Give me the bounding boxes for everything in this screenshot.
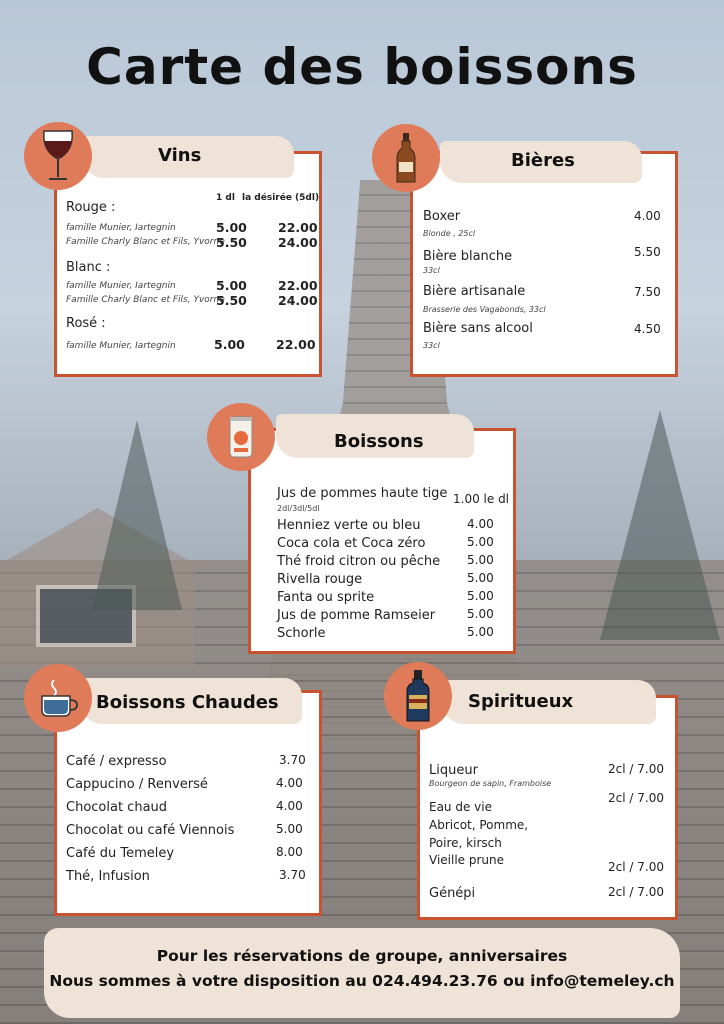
vins-item-name: Famille Charly Blanc et Fils, Yvorne [66, 295, 225, 305]
vins-price-desiree: 22.00 [276, 337, 316, 352]
chaude-item-price: 8.00 [276, 845, 303, 859]
boisson-item-price: 5.00 [467, 553, 494, 567]
vins-price-desiree: 24.00 [278, 293, 318, 308]
vins-price-1dl: 5.00 [214, 337, 245, 352]
chaude-item-price: 3.70 [279, 753, 306, 767]
biere-item-name: Bière sans alcool [423, 321, 533, 336]
chaude-item-name: Chocolat chaud [66, 800, 168, 815]
vins-price-1dl: 5.00 [216, 278, 247, 293]
wine-glass-icon [24, 122, 92, 190]
chaude-item-name: Chocolat ou café Viennois [66, 823, 235, 838]
boisson-item-name: Schorle [277, 626, 326, 641]
spiritueux-item-line: Poire, kirsch [429, 836, 502, 850]
vins-price-1dl: 5.00 [216, 220, 247, 235]
liquor-bottle-icon [384, 662, 452, 730]
boisson-item-price: 5.00 [467, 607, 494, 621]
spiritueux-item-line: Abricot, Pomme, [429, 818, 529, 832]
boisson-item-name: Jus de pommes haute tige [277, 486, 448, 501]
boisson-item-name: Rivella rouge [277, 572, 363, 587]
spiritueux-item-name: Liqueur [429, 763, 478, 778]
biere-item-price: 7.50 [634, 285, 661, 299]
beer-bottle-icon [372, 124, 440, 192]
chaude-item-price: 4.00 [276, 799, 303, 813]
spiritueux-item-price: 2cl / 7.00 [608, 860, 664, 874]
footer-line-contact: Nous sommes à votre disposition au 024.494.23.76 ou info@temeley.ch [49, 972, 675, 990]
biere-item-price: 5.50 [634, 245, 661, 259]
chaude-item-price: 3.70 [279, 868, 306, 882]
vins-price-desiree: 22.00 [278, 220, 318, 235]
spiritueux-item-name: Vieille prune [429, 853, 505, 867]
biere-item-sub: 33cl [423, 266, 440, 275]
boisson-item-price: 5.00 [467, 589, 494, 603]
spiritueux-title: Spiritueux [468, 691, 574, 712]
chaude-item-name: Thé, Infusion [66, 869, 150, 884]
spiritueux-item-price: 2cl / 7.00 [608, 791, 664, 805]
boisson-item-price: 5.00 [467, 571, 494, 585]
vins-item-name: famille Munier, Iartegnin [66, 281, 176, 291]
vins-group-label: Rouge : [66, 200, 116, 215]
background-tree [600, 410, 720, 640]
boissons-title: Boissons [334, 431, 424, 452]
chaude-item-name: Café / expresso [66, 754, 167, 769]
spiritueux-item-name: Génépi [429, 886, 476, 901]
chaude-item-price: 5.00 [276, 822, 303, 836]
background-tree [92, 420, 182, 610]
soda-can-icon [207, 403, 275, 471]
vins-item-name: Famille Charly Blanc et Fils, Yvorne [66, 237, 225, 247]
vins-price-1dl: 5.50 [216, 293, 247, 308]
spiritueux-item-name: Eau de vie [429, 800, 492, 814]
vins-price-1dl: 5.50 [216, 235, 247, 250]
vins-col-desiree: la désirée (5dl) [242, 193, 320, 203]
boisson-item-price: 5.00 [467, 535, 494, 549]
boisson-item-name: Fanta ou sprite [277, 590, 375, 605]
boisson-item-price: 5.00 [467, 625, 494, 639]
vins-item-name: famille Munier, Iartegnin [66, 223, 176, 233]
bieres-card [410, 151, 678, 377]
boisson-item-name: Henniez verte ou bleu [277, 518, 421, 533]
boisson-item-price: 4.00 [467, 517, 494, 531]
biere-item-sub: 33cl [423, 341, 440, 350]
vins-item-name: famille Munier, Iartegnin [66, 341, 176, 351]
boisson-item-name: Thé froid citron ou pêche [277, 554, 441, 569]
chaude-item-name: Cappucino / Renversé [66, 777, 208, 792]
vins-price-desiree: 22.00 [278, 278, 318, 293]
vins-title: Vins [158, 145, 202, 166]
spiritueux-item-sub: Bourgeon de sapin, Framboise [429, 779, 552, 788]
biere-item-name: Bière artisanale [423, 284, 526, 299]
spiritueux-item-price: 2cl / 7.00 [608, 885, 664, 899]
boisson-item-name: Jus de pomme Ramseier [277, 608, 436, 623]
biere-item-price: 4.50 [634, 322, 661, 336]
bieres-title: Bières [511, 150, 575, 171]
footer-line-reservations: Pour les réservations de groupe, anniversaires [156, 947, 568, 965]
vins-group-label: Rosé : [66, 316, 106, 331]
biere-item-name: Bière blanche [423, 249, 513, 264]
spiritueux-item-price: 2cl / 7.00 [608, 762, 664, 776]
biere-item-name: Boxer [423, 209, 461, 224]
vins-group-label: Blanc : [66, 260, 111, 275]
chaude-item-name: Café du Temeley [66, 846, 175, 861]
chaudes-title: Boissons Chaudes [96, 692, 279, 713]
coffee-cup-icon [24, 664, 92, 732]
vins-price-desiree: 24.00 [278, 235, 318, 250]
boisson-item-sub: 2dl/3dl/5dl [277, 504, 320, 513]
page-title: Carte des boissons [86, 38, 638, 96]
vins-col-1dl: 1 dl [216, 193, 235, 203]
biere-item-price: 4.00 [634, 209, 661, 223]
biere-item-sub: Brasserie des Vagabonds, 33cl [423, 305, 546, 314]
boisson-item-name: Coca cola et Coca zéro [277, 536, 426, 551]
chaude-item-price: 4.00 [276, 776, 303, 790]
boisson-item-price: 1.00 le dl [453, 492, 510, 506]
biere-item-sub: Blonde , 25cl [423, 229, 476, 238]
